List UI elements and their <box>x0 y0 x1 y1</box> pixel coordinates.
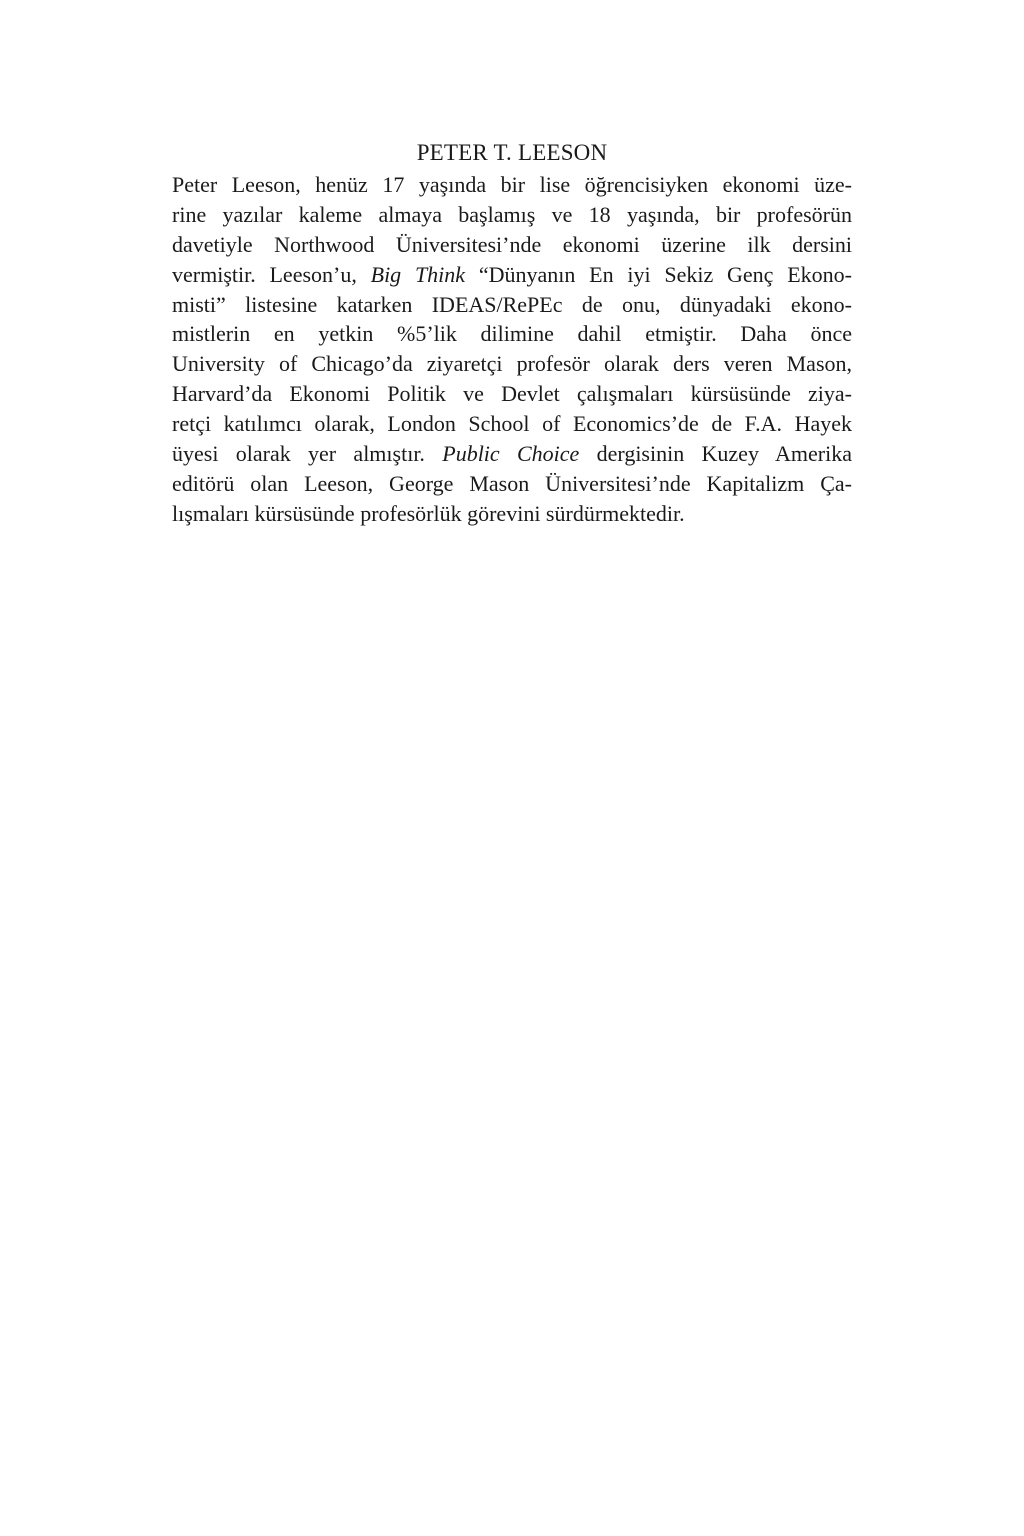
bio-text: lışmaları kürsüsünde profesörlük görevini sürdürmektedir. <box>172 500 685 526</box>
bio-line <box>172 499 852 529</box>
bio-line <box>172 290 852 320</box>
bio-text: mistlerin en yetkin %5’lik dilimine dahil etmiştir. Daha önce <box>172 321 852 347</box>
bio-line <box>172 260 852 290</box>
bio-text: editörü olan Leeson, George Mason Üniversitesi’nde Kapitalizm Ça- <box>172 470 852 496</box>
bio-line <box>172 409 852 439</box>
bio-text: vermiştir. Leeson’u, <box>172 261 371 287</box>
bio-line <box>172 469 852 499</box>
author-heading: PETER T. LEESON <box>416 140 608 165</box>
bio-paragraph <box>172 170 852 529</box>
bio-text: Harvard’da Ekonomi Politik ve Devlet çalışmaları kürsüsünde ziya- <box>172 381 852 407</box>
bio-line <box>172 439 852 469</box>
bio-line <box>172 379 852 409</box>
bio-line <box>172 170 852 200</box>
bio-line <box>172 230 852 260</box>
bio-text: rine yazılar kaleme almaya başlamış ve 18 yaşında, bir profesörün <box>172 201 852 227</box>
author-bio-section <box>172 138 852 529</box>
bio-line <box>172 200 852 230</box>
publication-title-public-choice: Public Choice <box>442 441 580 467</box>
bio-text: misti” listesine katarken IDEAS/RePEc de onu, dünyadaki ekono- <box>172 291 852 317</box>
bio-text: dergisinin Kuzey Amerika <box>579 441 853 467</box>
bio-line <box>172 319 852 349</box>
bio-line <box>172 349 852 379</box>
bio-text: “Dünyanın En iyi Sekiz Genç Ekono- <box>465 261 852 287</box>
bio-text: retçi katılımcı olarak, London School of Economics’de de F.A. Hayek <box>172 411 852 437</box>
publication-title-big-think: Big Think <box>370 261 466 287</box>
bio-text: Peter Leeson, henüz 17 yaşında bir lise öğrencisiyken ekonomi üze- <box>172 172 852 197</box>
bio-text: davetiyle Northwood Üniversitesi’nde ekonomi üzerine ilk dersini <box>172 231 852 257</box>
bio-text: University of Chicago’da ziyaretçi profesör olarak ders veren Mason, <box>172 351 852 377</box>
bio-text: üyesi olarak yer almıştır. <box>172 441 443 467</box>
